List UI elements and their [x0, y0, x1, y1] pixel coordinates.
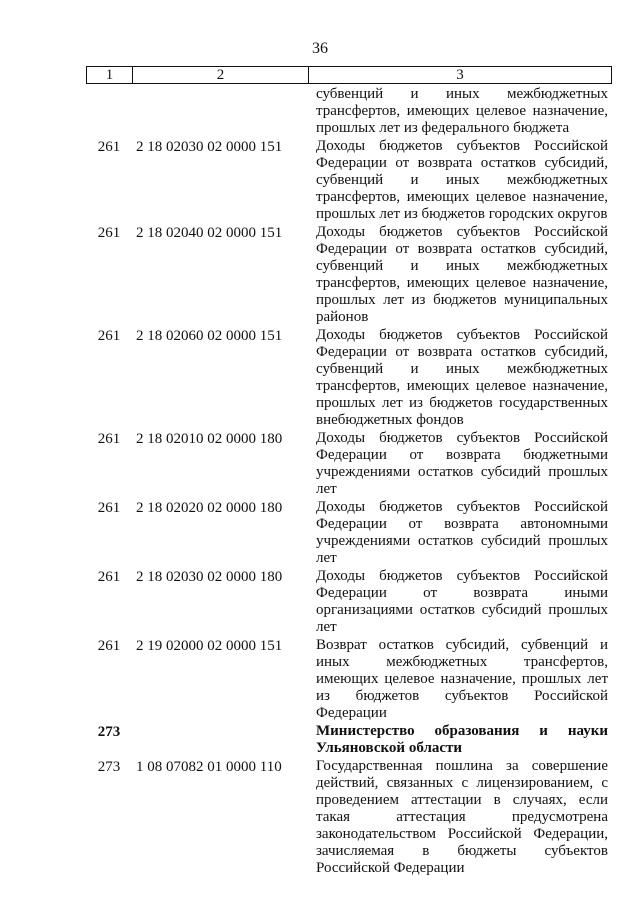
income-description: субвенций и иных межбюджетных трансфертов, имеющих целевое назначение, прошлых лет из федерального бюджета — [316, 86, 608, 136]
header-col-3: 3 — [456, 67, 464, 83]
income-description: Доходы бюджетов субъектов Российской Федерации от возврата бюджетными учреждениями остатков субсидий прошлых лет — [316, 430, 608, 497]
income-description: Доходы бюджетов субъектов Российской Федерации от возврата остатков субсидий, субвенций и иных межбюджетных трансфертов, имеющих целевое назначение, прошлых лет из бюджетов городских округов — [316, 138, 608, 222]
page-number: 36 — [312, 40, 328, 57]
budget-classification-code: 1 08 07082 01 0000 110 — [136, 759, 282, 775]
income-description: Доходы бюджетов субъектов Российской Федерации от возврата автономными учреждениями остатков субсидий прошлых лет — [316, 499, 608, 566]
admin-code: 261 — [97, 431, 121, 447]
budget-classification-code: 2 19 02000 02 0000 151 — [136, 638, 283, 654]
budget-classification-code: 2 18 02040 02 0000 151 — [136, 225, 283, 241]
table-row — [86, 758, 612, 877]
admin-code: 261 — [97, 569, 121, 585]
budget-classification-code — [132, 723, 308, 757]
table-row — [86, 327, 612, 429]
table-row-ministry-heading — [86, 723, 612, 757]
budget-classification-code — [132, 86, 308, 137]
admin-code — [86, 86, 132, 137]
budget-classification-code: 2 18 02020 02 0000 180 — [136, 500, 283, 516]
table-row — [86, 224, 612, 326]
table-row — [86, 138, 612, 223]
budget-classification-code: 2 18 02060 02 0000 151 — [136, 328, 283, 344]
admin-code: 273 — [97, 759, 121, 775]
income-description: Доходы бюджетов субъектов Российской Федерации от возврата остатков субсидий, субвенций и иных межбюджетных трансфертов, имеющих целевое назначение, прошлых лет из бюджетов государственных внебюджетных фондов — [316, 327, 608, 428]
table-row — [86, 86, 612, 137]
income-description: Доходы бюджетов субъектов Российской Федерации от возврата иными организациями остатков субсидий прошлых лет — [316, 568, 608, 635]
admin-code: 273 — [97, 724, 121, 740]
income-description: Доходы бюджетов субъектов Российской Федерации от возврата остатков субсидий, субвенций и иных межбюджетных трансфертов, имеющих целевое назначение, прошлых лет из бюджетов муниципальных районов — [316, 224, 608, 325]
income-description: Возврат остатков субсидий, субвенций и иных межбюджетных трансфертов, имеющих целевое назначение, прошлых лет из бюджетов субъектов Российской Федерации — [316, 637, 608, 721]
table-header — [86, 66, 612, 84]
header-col-1: 1 — [87, 67, 133, 83]
header-col-2: 2 — [133, 67, 309, 83]
admin-code: 261 — [97, 139, 121, 155]
budget-classification-code: 2 18 02030 02 0000 180 — [136, 569, 283, 585]
budget-classification-code: 2 18 02010 02 0000 180 — [136, 431, 283, 447]
table-row — [86, 430, 612, 498]
admin-code: 261 — [97, 225, 121, 241]
income-description: Государственная пошлина за совершение действий, связанных с лицензированием, с проведением аттестации в случаях, если такая аттестация предусмотрена законодательством Российской Федерации, зачисляемая в бюджеты субъектов Российской Федерации — [316, 758, 608, 876]
admin-code: 261 — [97, 500, 121, 516]
admin-code: 261 — [97, 638, 121, 654]
ministry-name: Министерство образования и науки Ульяновской области — [316, 723, 608, 756]
table-row — [86, 568, 612, 636]
admin-code: 261 — [97, 328, 121, 344]
table-body — [86, 86, 612, 877]
table-row — [86, 637, 612, 722]
budget-classification-code: 2 18 02030 02 0000 151 — [136, 139, 283, 155]
table-row — [86, 499, 612, 567]
